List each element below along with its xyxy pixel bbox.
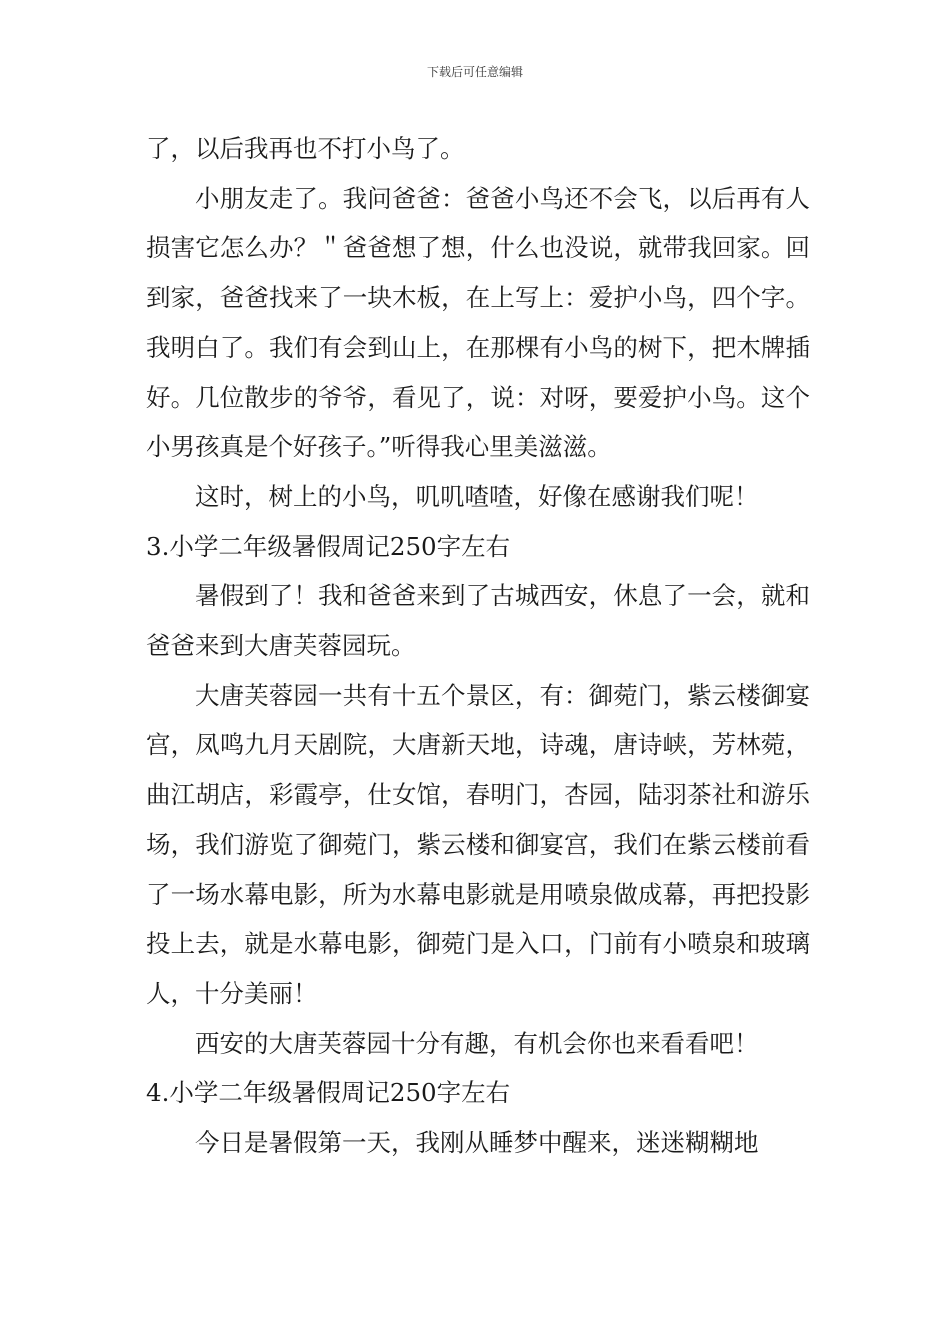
section-heading-3: 3.小学二年级暑假周记250字左右 <box>146 531 511 561</box>
page-header-note: 下载后可任意编辑 <box>426 65 523 79</box>
paragraph-6: 西安的大唐芙蓉园十分有趣，有机会你也来看看吧！ <box>195 1028 759 1058</box>
section-heading-4: 4.小学二年级暑假周记250字左右 <box>146 1078 511 1108</box>
paragraph-2: 小朋友走了。我问爸爸：爸爸小鸟还不会飞，以后再有人损害它怎么办？＂爸爸想了想，什么也没说，就带我回家。回到家，爸爸找来了一块木板，在上写上：爱护小鸟，四个字。我明白了。我们有会到山上，在那棵有小鸟的树下，把木牌插好。几位散步的爷爷，看见了，说：对呀，要爱护小鸟。这个小男孩真是个好孩子。”听得我心里美滋滋。 <box>146 183 810 462</box>
paragraph-7: 今日是暑假第一天，我刚从睡梦中醒来，迷迷糊糊地 <box>195 1128 759 1158</box>
paragraph-3: 这时，树上的小鸟，叽叽喳喳，好像在感谢我们呢！ <box>195 481 759 511</box>
paragraph-1: 了，以后我再也不打小鸟了。 <box>146 134 465 163</box>
paragraph-4: 暑假到了！我和爸爸来到了古城西安，休息了一会，就和爸爸来到大唐芙蓉园玩。 <box>146 581 810 661</box>
paragraph-5: 大唐芙蓉园一共有十五个景区，有：御菀门，紫云楼御宴宫，凤鸣九月天剧院，大唐新天地，诗魂，唐诗峡，芳林菀，曲江胡店，彩霞亭，仕女馆，春明门，杏园，陆羽茶社和游乐场，我们游览了御菀门，紫云楼和御宴宫，我们在紫云楼前看了一场水幕电影，所为水幕电影就是用喷泉做成幕，再把投影投上去，就是水幕电影，御菀门是入口，门前有小喷泉和玻璃人，十分美丽！ <box>146 680 810 1008</box>
document-body <box>146 124 810 1168</box>
